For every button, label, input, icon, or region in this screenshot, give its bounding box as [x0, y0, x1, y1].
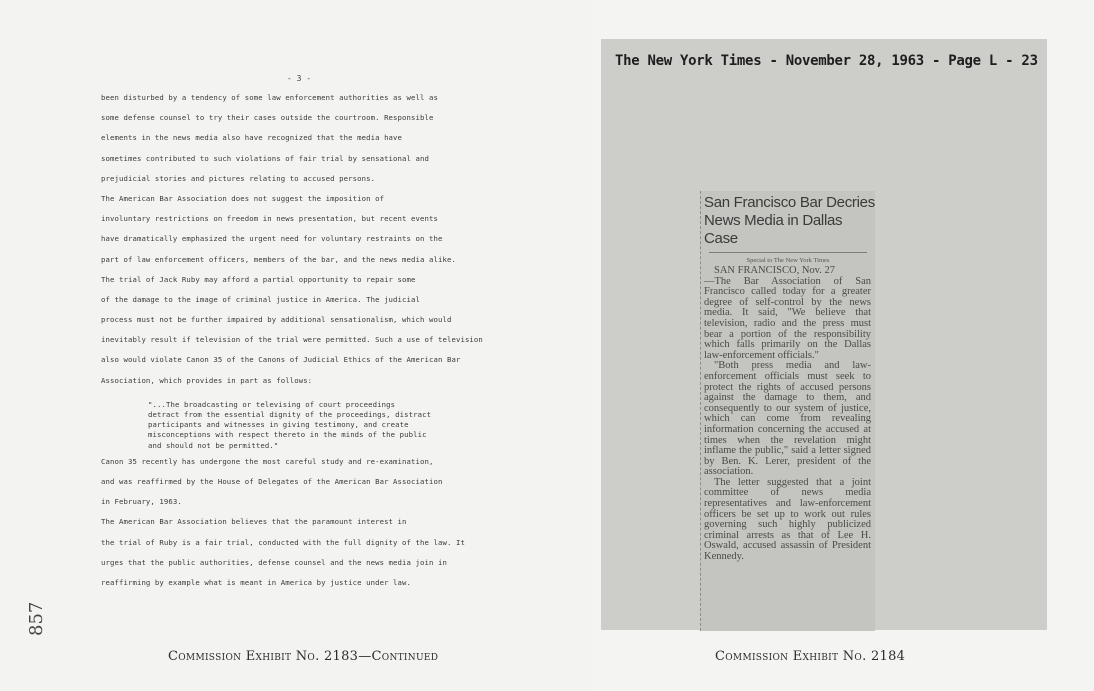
newspaper-clipping — [700, 191, 875, 631]
article-paragraph-2: "Both press media and law-enforcement officials must seek to protect the rights of accused persons against the damage to them, and consequently to our system of justice, which can come from revealing information concerning the accused at times when the revelation might inflame the public," said a letter signed by Ben. K. Lerer, president of the association. — [704, 360, 871, 478]
text-line: part of law enforcement officers, members of the bar, and the news media alike. — [101, 254, 456, 264]
paragraph-1 — [101, 93, 531, 194]
text-line: been disturbed by a tendency of some law enforcement authorities as well as — [101, 93, 438, 102]
exhibit-caption-2184: Commission Exhibit No. 2184 — [715, 649, 906, 664]
text-line: The American Bar Association believes that the paramount interest in — [101, 517, 407, 527]
text-line: reaffirming by example what is meant in America by justice under law. — [101, 577, 412, 587]
text-line: sometimes contributed to such violations of fair trial by sensational and — [101, 153, 429, 163]
text-line: prejudicial stories and pictures relating to accused persons. — [101, 173, 376, 183]
newspaper-photocopy — [601, 39, 1047, 630]
text-line: The trial of Jack Ruby may afford a partial opportunity to repair some — [101, 274, 416, 284]
text-line: in February, 1963. — [101, 497, 182, 507]
text-line: urges that the public authorities, defense counsel and the news media join in — [101, 557, 447, 567]
text-line: Canon 35 recently has undergone the most careful study and re-examination, — [101, 456, 434, 466]
article-paragraph-1: —The Bar Association of San Francisco called today for a greater degree of self-control by the news media. It said, "We believe that television, radio and the press must bear a portion of the responsibility which falls primarily on the Dallas law-enforcement officials." — [704, 275, 871, 361]
headline — [701, 191, 875, 248]
divider — [709, 252, 867, 253]
text-line: and was reaffirmed by the House of Delegates of the American Bar Association — [101, 477, 443, 487]
text-line: have dramatically emphasized the urgent need for voluntary restraints on the — [101, 234, 443, 244]
text-line: inevitably result if television of the trial were permitted. Such a use of television — [101, 335, 483, 345]
page-number: - 3 - — [287, 74, 312, 83]
text-line: Association, which provides in part as follows: — [101, 375, 313, 385]
typed-letter-body — [101, 93, 531, 598]
newspaper-source-header: The New York Times - November 28, 1963 - Page L - 23 — [615, 53, 1038, 69]
text-line: process must not be further impaired by additional sensationalism, which would — [101, 315, 452, 325]
text-line: involuntary restrictions on freedom in news presentation, but recent events — [101, 214, 438, 224]
byline: Special to The New York Times — [746, 257, 830, 264]
text-line: of the damage to the image of criminal justice in America. The judicial — [101, 294, 421, 304]
article-paragraph-3: The letter suggested that a joint committee of news media representatives and law-enforcement officers be set up to work out rules governing such highly publicized criminal arrests as that of Lee H. Oswald, accused assassin of President Kennedy. — [704, 476, 871, 563]
canon-35-quote: "...The broadcasting or televising of court proceedings detract from the essential dignity of the proceedings, distract participants and witnesses in giving testimony, and create misconceptions with respect thereto in the minds of the public and should not be permitted." — [148, 399, 432, 450]
paragraph-5 — [101, 517, 531, 598]
headline-line-1: San Francisco Bar Decries — [704, 194, 875, 211]
dateline: SAN FRANCISCO, Nov. 27 — [714, 265, 835, 276]
text-line: The American Bar Association does not suggest the imposition of — [101, 193, 385, 203]
text-line: some defense counsel to try their cases outside the courtroom. Responsible — [101, 113, 434, 123]
paragraph-2 — [101, 194, 531, 275]
text-line: also would violate Canon 35 of the Canons of Judicial Ethics of the American Bar — [101, 355, 461, 365]
headline-line-2: News Media in Dallas Case — [704, 212, 843, 247]
margin-page-number: 857 — [26, 601, 47, 636]
paragraph-3 — [101, 275, 531, 396]
exhibit-caption-2183: Commission Exhibit No. 2183—Continued — [168, 649, 439, 664]
article-body — [701, 266, 875, 563]
text-line: elements in the news media also have recognized that the media have — [101, 133, 403, 143]
paragraph-4 — [101, 457, 531, 518]
text-line: the trial of Ruby is a fair trial, conducted with the full dignity of the law. It — [101, 537, 465, 547]
